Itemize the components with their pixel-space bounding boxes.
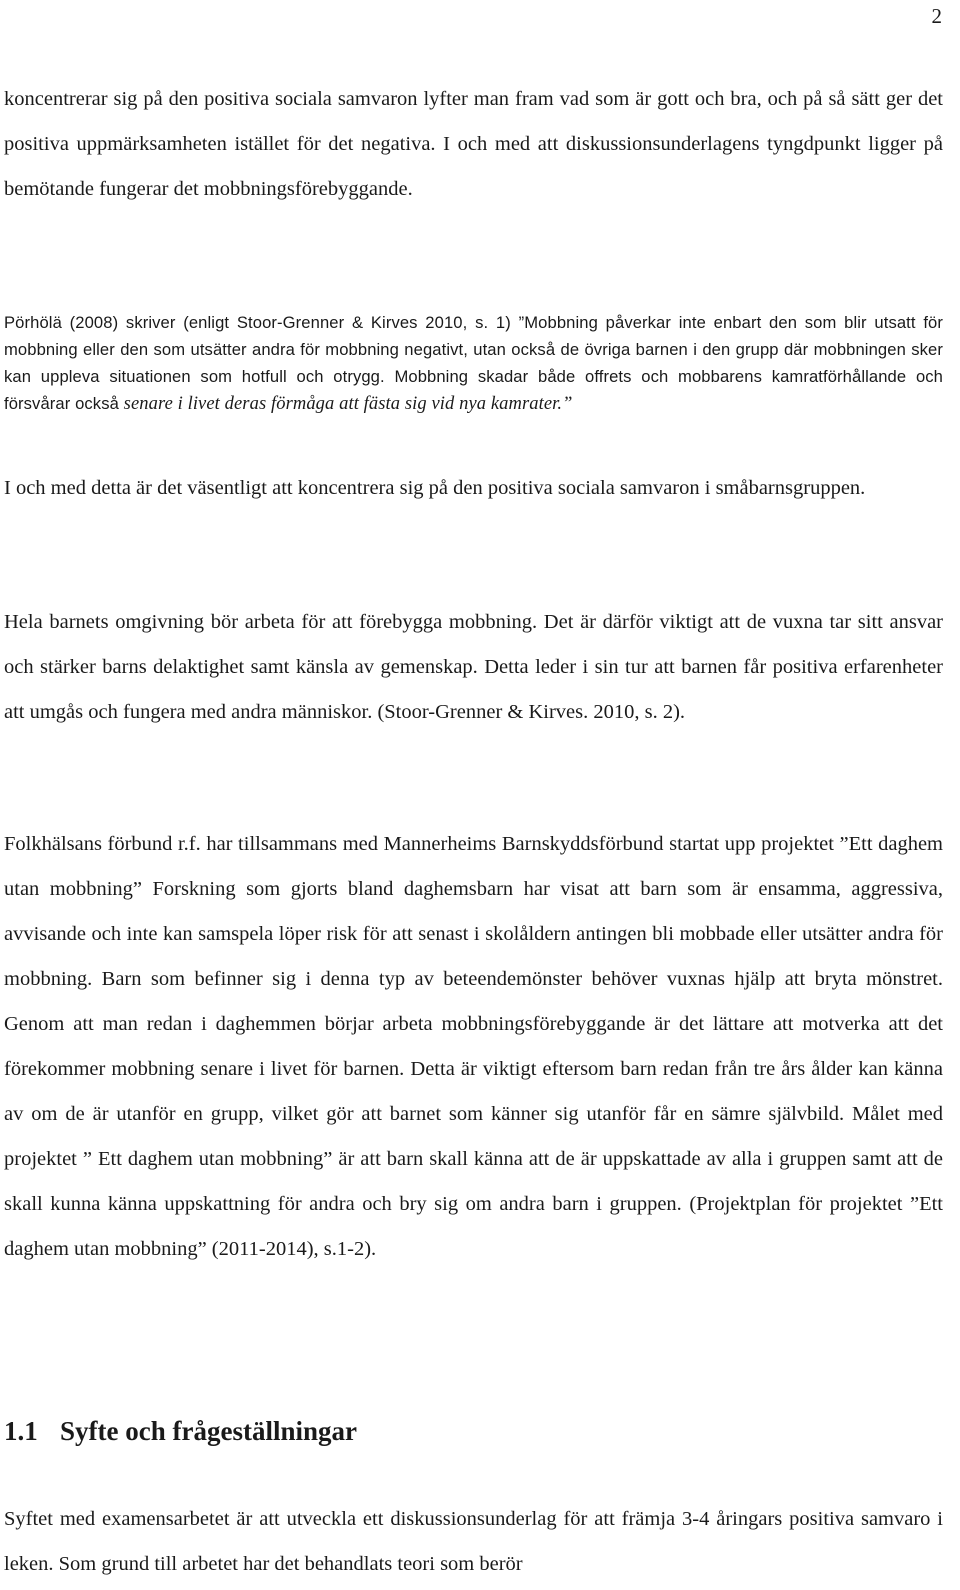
paragraph-project: Folkhälsans förbund r.f. har tillsammans med Mannerheims Barnskyddsförbund startat upp projektet ”Ett daghem utan mobbning” Forskning som gjorts bland daghemsbarn har visat att barn som är ensamma, aggressiva, avvisande och inte kan samspela löper risk för att senast i skolåldern antingen bli mobbade eller utsätter andra för mobbning. Barn som befinner sig i denna typ av beteendemönster behöver vuxnas hjälp att bryta mönstret. Genom att man redan i daghemmen börjar arbeta mobbningsförebyggande är det lättare att motverka att det förekommer mobbning senare i livet för barnen. Detta är viktigt eftersom barn redan från tre års ålder kan känna av om de är utanför en grupp, vilket gör att barnet som känner sig utanför får en sämre självbild. Målet med projektet ” Ett daghem utan mobbning” är att barn skall känna att de är uppskattade av alla i gruppen samt att de skall kunna känna uppskattning för andra och bry sig om andra barn i gruppen. (Projektplan för projektet ”Ett daghem utan mobbning” (2011-2014), s.1-2). [4, 833, 943, 1260]
section-heading [4, 1414, 357, 1448]
quote-italic-text: senare i livet deras förmåga att fästa sig vid nya kamrater.” [123, 394, 573, 414]
paragraph-conclusion: I och med detta är det väsentligt att koncentrera sig på den positiva sociala samvaron i småbarnsgruppen. [4, 477, 866, 499]
page-number: 2 [931, 4, 942, 28]
paragraph-environment: Hela barnets omgivning bör arbeta för att förebygga mobbning. Det är därför viktigt att de vuxna tar sitt ansvar och stärker barns delaktighet samt känsla av gemenskap. Detta leder i sin tur att barnen får positiva erfarenheter att umgås och fungera med andra människor. (Stoor-Grenner & Kirves. 2010, s. 2). [4, 611, 943, 723]
paragraph-quote [4, 309, 943, 418]
section-title: Syfte och frågeställningar [60, 1416, 357, 1446]
quote-text: Pörhölä (2008) skriver (enligt Stoor-Grenner & Kirves 2010, s. 1) ”Mobbning påverkar inte enbart den som blir utsatt för mobbning eller den som utsätter andra för mobbning negativt, utan också de övriga barnen i den grupp där mobbningen sker kan uppleva situationen som hotfull och otrygg. Mobbning skadar både offrets och mobbarens kamratförhållande och försvårar också [4, 313, 943, 413]
section-number: 1.1 [4, 1416, 38, 1446]
paragraph-purpose: Syftet med examensarbetet är att utveckla ett diskussionsunderlag för att främja 3-4 åringars positiva samvaro i leken. Som grund till arbetet har det behandlats teori som berör [4, 1508, 943, 1575]
paragraph-intro: koncentrerar sig på den positiva sociala samvaron lyfter man fram vad som är gott och bra, och på så sätt ger det positiva uppmärksamheten istället för det negativa. I och med att diskussionsunderlagens tyngdpunkt ligger på bemötande fungerar det mobbningsförebyggande. [4, 88, 943, 200]
